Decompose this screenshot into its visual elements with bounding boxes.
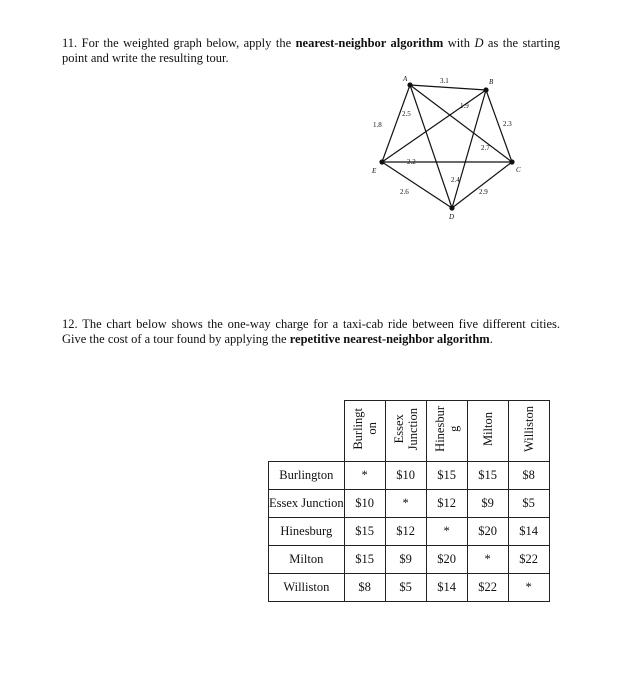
table-row	[269, 518, 550, 546]
question-11-vertex: D	[474, 36, 484, 50]
question-12-text-end: .	[489, 332, 493, 346]
weight-BE: 1.9	[460, 102, 469, 110]
col-header-hinesburg-line2: g	[446, 425, 461, 433]
table-cell: *	[426, 518, 467, 546]
question-11-text-mid: with	[443, 36, 475, 50]
table-cell: $8	[508, 462, 549, 490]
table-cell: $15	[344, 518, 385, 546]
col-header-burlington-line1: Burlingt	[350, 408, 365, 450]
weight-EC: 2.2	[407, 158, 416, 166]
question-11-text-end: as the starting point and write the resulting tour.	[62, 36, 560, 65]
table-cell: $5	[385, 574, 426, 602]
table-corner	[269, 401, 345, 462]
table-cell: $14	[508, 518, 549, 546]
table-cell: $15	[344, 546, 385, 574]
row-header-williston: Williston	[269, 574, 345, 602]
row-header-burlington: Burlington	[269, 462, 345, 490]
weight-CD: 2.9	[479, 188, 488, 196]
edge-AE	[382, 85, 410, 162]
question-12	[62, 317, 560, 347]
question-11	[62, 36, 560, 66]
vertex-A-dot	[407, 82, 412, 87]
col-header-burlington	[344, 401, 385, 462]
table-cell: *	[508, 574, 549, 602]
weight-AC: 2.5	[402, 110, 411, 118]
table-cell: $10	[385, 462, 426, 490]
vertex-E-label: E	[372, 167, 377, 175]
table-cell: *	[467, 546, 508, 574]
col-header-burlington-line2: on	[364, 422, 379, 436]
table-cell: $20	[467, 518, 508, 546]
vertex-E-dot	[379, 159, 384, 164]
weight-AD: 2.4	[451, 176, 460, 184]
question-11-number: 11.	[62, 36, 78, 50]
table-cell: *	[344, 462, 385, 490]
question-12-text-start: The chart below shows the one-way charge for a taxi-cab ride between five different cities. Give the cost of a tour found by applying the	[62, 317, 560, 346]
table-cell: $12	[426, 490, 467, 518]
weight-ED: 2.6	[400, 188, 409, 196]
table-cell: $15	[467, 462, 508, 490]
vertex-A-label: A	[403, 75, 408, 83]
table-cell: *	[385, 490, 426, 518]
weighted-graph	[360, 72, 530, 232]
table-cell: $5	[508, 490, 549, 518]
weight-AB: 3.1	[440, 77, 449, 85]
table-cell: $8	[344, 574, 385, 602]
table-cell: $22	[467, 574, 508, 602]
table-row	[269, 574, 550, 602]
weight-BC: 2.3	[503, 120, 512, 128]
col-header-milton-line1: Milton	[480, 411, 495, 447]
weight-AE: 1.8	[373, 121, 382, 129]
taxi-fare-table	[268, 400, 550, 602]
col-header-milton	[467, 401, 508, 462]
col-header-williston	[508, 401, 549, 462]
vertex-D-label: D	[449, 213, 455, 221]
table-row	[269, 490, 550, 518]
edge-ED	[382, 162, 452, 208]
vertex-C-label: C	[516, 166, 521, 174]
table-cell: $20	[426, 546, 467, 574]
row-header-essex-junction: Essex Junction	[269, 490, 345, 518]
edge-CD	[452, 162, 512, 208]
vertex-B-label: B	[489, 78, 494, 86]
table-cell: $15	[426, 462, 467, 490]
weight-BD: 2.7	[481, 144, 490, 152]
row-header-milton: Milton	[269, 546, 345, 574]
table-row	[269, 546, 550, 574]
vertex-C-dot	[509, 159, 514, 164]
table-cell: $22	[508, 546, 549, 574]
edge-BE	[382, 90, 486, 162]
col-header-hinesburg	[426, 401, 467, 462]
table-cell: $10	[344, 490, 385, 518]
table-cell: $14	[426, 574, 467, 602]
table-cell: $9	[467, 490, 508, 518]
vertex-D-dot	[449, 205, 454, 210]
col-header-essex-junction	[385, 401, 426, 462]
table-header-row	[269, 401, 550, 462]
edge-AD	[410, 85, 452, 208]
col-header-essex-line1: Essex	[391, 414, 406, 444]
question-11-text-start: For the weighted graph below, apply the	[81, 36, 296, 50]
question-12-bold: repetitive nearest-neighbor algorithm	[289, 332, 490, 346]
col-header-essex-line2: Junction	[405, 407, 420, 451]
col-header-williston-line1: Williston	[521, 405, 536, 453]
edge-AC	[410, 85, 512, 162]
table-cell: $9	[385, 546, 426, 574]
vertex-B-dot	[483, 87, 488, 92]
row-header-hinesburg: Hinesburg	[269, 518, 345, 546]
col-header-hinesburg-line1: Hinesbur	[432, 406, 447, 452]
question-12-number: 12.	[62, 317, 78, 331]
question-11-bold: nearest-neighbor algorithm	[295, 36, 444, 50]
table-cell: $12	[385, 518, 426, 546]
edge-AB	[410, 85, 486, 90]
table-row	[269, 462, 550, 490]
